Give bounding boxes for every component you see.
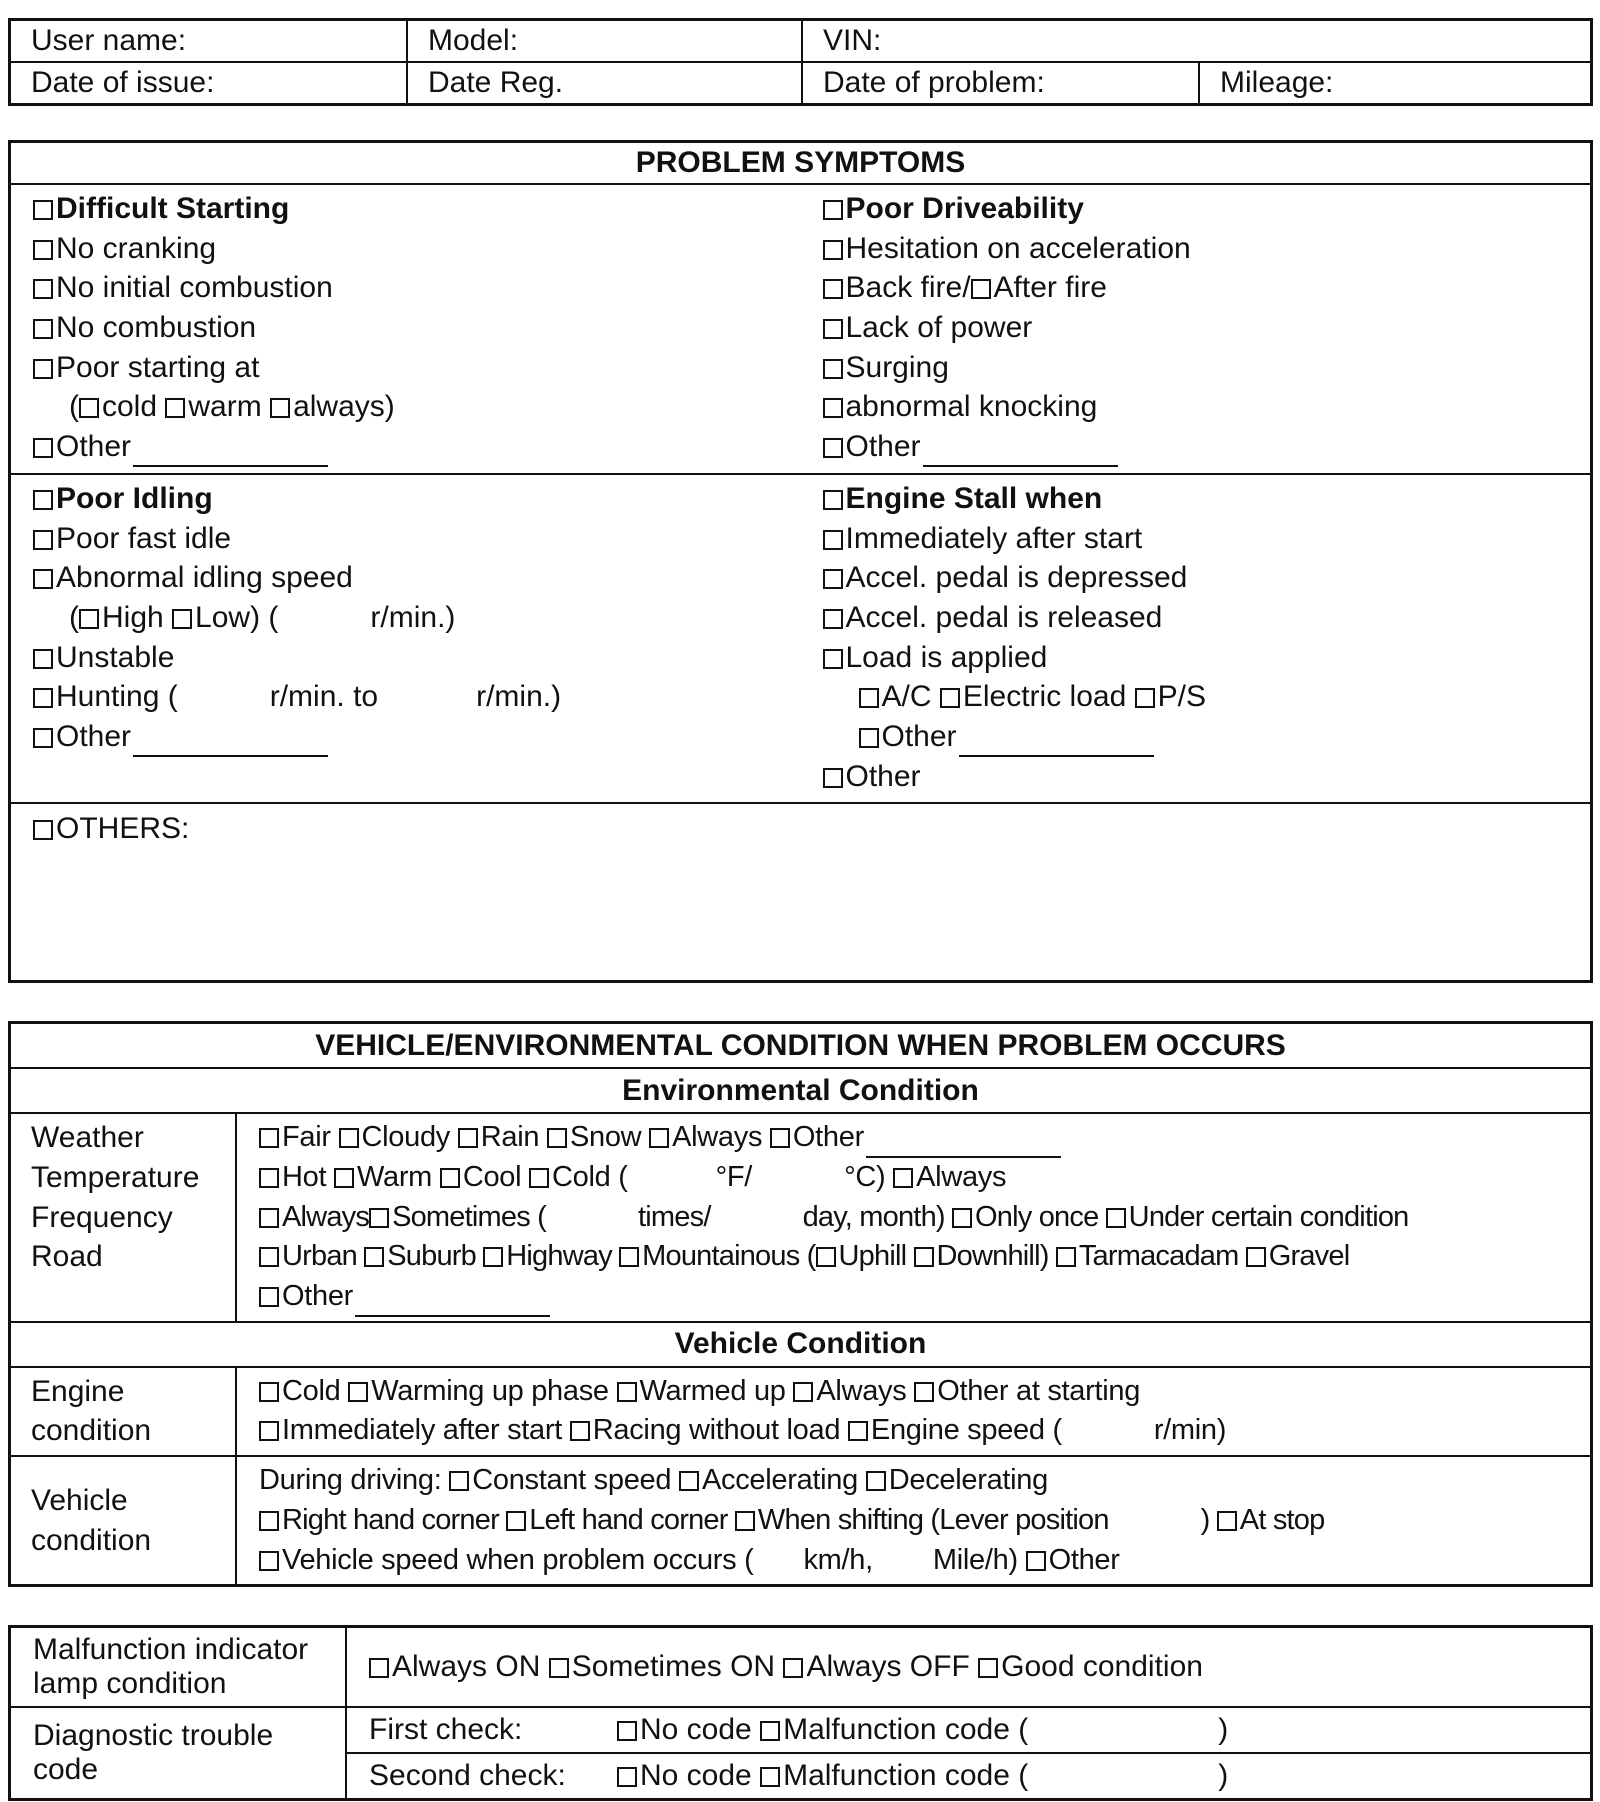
poor-idling-option[interactable] xyxy=(33,479,779,519)
road-other-option[interactable] xyxy=(259,1277,1568,1317)
road-label: Road xyxy=(31,1240,103,1274)
deg-f-label: °F/ xyxy=(715,1161,753,1193)
idling-speed-detail xyxy=(33,598,779,638)
date-reg-field[interactable] xyxy=(407,62,802,105)
driveability-other-option[interactable] xyxy=(823,427,1569,467)
uphill-label: Uphill xyxy=(838,1240,907,1273)
no-initial-combustion-option[interactable] xyxy=(33,268,779,308)
checkbox[interactable] xyxy=(823,279,843,299)
no-cranking-option[interactable] xyxy=(33,229,779,269)
poor-idling-label: Poor Idling xyxy=(56,481,213,515)
racing-label: Racing without load xyxy=(592,1414,841,1447)
at-stop-label: At stop xyxy=(1239,1503,1325,1536)
engine-stall-label: Engine Stall when xyxy=(845,481,1103,515)
checkbox[interactable] xyxy=(823,200,843,220)
other-label: Other xyxy=(845,430,921,464)
frequency-options xyxy=(259,1198,1568,1238)
cold-label: cold xyxy=(102,390,158,424)
vehicle-label-line: Vehicle xyxy=(31,1483,128,1517)
problem-symptoms-table xyxy=(8,140,1593,983)
vehicle-label-line: condition xyxy=(31,1523,152,1557)
mileh-label: Mile/h) xyxy=(932,1543,1018,1576)
other-label: Other xyxy=(1048,1543,1120,1576)
mil-label xyxy=(10,1627,347,1708)
road-options xyxy=(259,1237,1568,1277)
after-fire-checkbox[interactable] xyxy=(971,279,991,299)
checkbox[interactable] xyxy=(33,728,53,748)
checkbox[interactable] xyxy=(259,1382,279,1402)
checkbox[interactable] xyxy=(449,1471,469,1491)
model-label: Model: xyxy=(428,24,519,57)
poor-starting-option[interactable] xyxy=(33,348,779,388)
checkbox[interactable] xyxy=(339,1128,359,1148)
warmed-up-label: Warmed up xyxy=(639,1374,786,1407)
corner-options xyxy=(259,1501,1568,1541)
checkbox[interactable] xyxy=(866,1471,886,1491)
checkbox[interactable] xyxy=(33,240,53,260)
always-label: Always xyxy=(816,1374,907,1407)
no-initial-combustion-label: No initial combustion xyxy=(56,271,333,305)
poor-fast-idle-option[interactable] xyxy=(33,519,779,559)
fill-in-line[interactable] xyxy=(923,439,1118,467)
when-shifting-label: When shifting (Lever position xyxy=(757,1503,1109,1536)
always-on-label: Always ON xyxy=(392,1650,541,1684)
env-condition-heading: Environmental Condition xyxy=(10,1068,1592,1113)
problem-symptoms-title: PROBLEM SYMPTOMS xyxy=(10,142,1592,185)
starting-other-option[interactable] xyxy=(33,427,779,467)
checkbox[interactable] xyxy=(1106,1208,1126,1228)
checkbox[interactable] xyxy=(570,1421,590,1441)
dtc-label-line: code xyxy=(33,1753,99,1787)
warm-label: Warm xyxy=(357,1161,433,1193)
hot-label: Hot xyxy=(282,1161,327,1193)
others-field[interactable] xyxy=(10,803,1592,982)
checkbox[interactable] xyxy=(483,1247,503,1267)
checkbox[interactable] xyxy=(914,1247,934,1267)
electric-load-label: Electric load xyxy=(962,680,1127,714)
checkbox[interactable] xyxy=(823,609,843,629)
idling-other-option[interactable] xyxy=(33,717,779,757)
checkbox[interactable] xyxy=(529,1168,549,1188)
accel-depressed-option[interactable] xyxy=(823,558,1569,598)
ac-label: A/C xyxy=(881,680,932,714)
surging-option[interactable] xyxy=(823,348,1569,388)
engine-speed-label: Engine speed ( xyxy=(870,1414,1062,1447)
engine-condition-label xyxy=(10,1367,237,1456)
immediately-after-start-label: Immediately after start xyxy=(845,521,1143,555)
other-label: Other xyxy=(56,719,132,753)
other-label: Other xyxy=(792,1121,864,1154)
engine-label-line: condition xyxy=(31,1414,152,1448)
checkbox[interactable] xyxy=(369,1658,389,1678)
mileage-label: Mileage: xyxy=(1220,66,1334,99)
other-label: Other xyxy=(881,719,957,753)
cold-checkbox[interactable] xyxy=(79,398,99,418)
checkbox[interactable] xyxy=(859,728,879,748)
checkbox[interactable] xyxy=(783,1658,803,1678)
unstable-option[interactable] xyxy=(33,638,779,678)
vehicle-environment-table xyxy=(8,1021,1593,1587)
env-values xyxy=(236,1113,1592,1321)
temperature-options xyxy=(259,1158,1568,1198)
tarmacadam-label: Tarmacadam xyxy=(1078,1240,1239,1273)
downhill-label: Downhill) xyxy=(936,1240,1049,1273)
cold-label: Cold ( xyxy=(552,1161,628,1193)
paren: ) xyxy=(1218,1759,1229,1793)
checkbox[interactable] xyxy=(334,1168,354,1188)
paren: ( xyxy=(69,600,79,634)
dtc-label-line: Diagnostic trouble xyxy=(33,1719,274,1753)
checkbox[interactable] xyxy=(259,1551,279,1571)
deg-c-label: °C) xyxy=(844,1161,886,1193)
weather-options xyxy=(259,1118,1568,1158)
ps-label: P/S xyxy=(1157,680,1206,714)
checkbox[interactable] xyxy=(823,569,843,589)
abnormal-knocking-option[interactable] xyxy=(823,387,1569,427)
unstable-label: Unstable xyxy=(56,640,175,674)
day-month-label: day, month) xyxy=(802,1200,945,1233)
checkbox[interactable] xyxy=(679,1471,699,1491)
checkbox[interactable] xyxy=(1217,1511,1237,1531)
immediately-after-start-label: Immediately after start xyxy=(282,1414,562,1447)
checkbox[interactable] xyxy=(33,438,53,458)
only-once-label: Only once xyxy=(975,1200,1099,1233)
date-of-problem-field[interactable] xyxy=(802,62,1199,105)
driving-options xyxy=(259,1461,1568,1501)
good-condition-label: Good condition xyxy=(1001,1650,1203,1684)
checkbox[interactable] xyxy=(259,1511,279,1531)
checkbox[interactable] xyxy=(760,1767,780,1787)
checkbox[interactable] xyxy=(348,1382,368,1402)
checkbox[interactable] xyxy=(1246,1247,1266,1267)
paren: ) xyxy=(1218,1713,1229,1747)
env-title: VEHICLE/ENVIRONMENTAL CONDITION WHEN PROBLEM OCCURS xyxy=(10,1023,1592,1069)
checkbox[interactable] xyxy=(547,1128,567,1148)
checkbox[interactable] xyxy=(458,1128,478,1148)
checkbox[interactable] xyxy=(735,1511,755,1531)
immediately-after-start-option[interactable] xyxy=(823,519,1569,559)
poor-idling-group xyxy=(10,474,801,804)
checkbox[interactable] xyxy=(33,688,53,708)
checkbox[interactable] xyxy=(549,1658,569,1678)
checkbox[interactable] xyxy=(33,490,53,510)
difficult-starting-option[interactable] xyxy=(33,189,779,229)
checkbox[interactable] xyxy=(506,1511,526,1531)
hunting-label: Hunting ( xyxy=(56,680,178,714)
checkbox[interactable] xyxy=(440,1168,460,1188)
load-other-option[interactable] xyxy=(823,717,1569,757)
second-check-label: Second check: xyxy=(369,1759,566,1793)
diagnostic-table xyxy=(8,1625,1593,1801)
fill-in-line[interactable] xyxy=(133,439,328,467)
paren: ( xyxy=(268,600,279,634)
others-label: OTHERS: xyxy=(56,812,190,846)
no-cranking-label: No cranking xyxy=(56,231,217,265)
engine-label-line: Engine xyxy=(31,1374,125,1408)
mil-label-line: lamp condition xyxy=(33,1667,227,1701)
high-label: High xyxy=(102,600,164,634)
model-field[interactable] xyxy=(407,20,802,63)
date-of-problem-label: Date of problem: xyxy=(823,66,1045,99)
warm-checkbox[interactable] xyxy=(165,398,185,418)
constant-speed-label: Constant speed xyxy=(472,1464,672,1497)
checkbox[interactable] xyxy=(914,1382,934,1402)
checkbox[interactable] xyxy=(823,530,843,550)
decelerating-label: Decelerating xyxy=(888,1464,1048,1497)
user-name-label: User name: xyxy=(31,24,187,57)
poor-starting-conditions xyxy=(33,387,779,427)
always-label: always xyxy=(293,390,385,424)
no-combustion-label: No combustion xyxy=(56,311,257,345)
high-checkbox[interactable] xyxy=(79,609,99,629)
always-checkbox[interactable] xyxy=(270,398,290,418)
fill-in-line[interactable] xyxy=(355,1289,550,1317)
checkbox[interactable] xyxy=(259,1168,279,1188)
checkbox[interactable] xyxy=(823,359,843,379)
checkbox[interactable] xyxy=(823,398,843,418)
checkbox[interactable] xyxy=(893,1168,913,1188)
checkbox[interactable] xyxy=(816,1247,836,1267)
ps-checkbox[interactable] xyxy=(1135,688,1155,708)
abnormal-knocking-label: abnormal knocking xyxy=(845,390,1098,424)
first-check-row xyxy=(346,1707,1592,1753)
checkbox[interactable] xyxy=(649,1128,669,1148)
vin-field[interactable] xyxy=(802,20,1592,63)
back-fire-option[interactable] xyxy=(823,268,1569,308)
checkbox[interactable] xyxy=(33,820,53,840)
checkbox[interactable] xyxy=(617,1721,637,1741)
lack-of-power-option[interactable] xyxy=(823,308,1569,348)
checkbox[interactable] xyxy=(33,279,53,299)
vehicle-condition-label xyxy=(10,1456,237,1586)
poor-driveability-group xyxy=(801,184,1592,474)
engine-stall-group xyxy=(801,474,1592,804)
cool-label: Cool xyxy=(462,1161,522,1193)
checkbox[interactable] xyxy=(259,1247,279,1267)
checkbox[interactable] xyxy=(259,1287,279,1307)
fair-label: Fair xyxy=(282,1121,331,1154)
checkbox[interactable] xyxy=(823,649,843,669)
checkbox[interactable] xyxy=(823,768,843,788)
snow-label: Snow xyxy=(569,1121,642,1154)
rain-label: Rain xyxy=(480,1121,540,1154)
user-name-field[interactable] xyxy=(10,20,408,63)
checkbox[interactable] xyxy=(33,319,53,339)
low-label: Low) xyxy=(195,600,261,634)
right-hand-corner-label: Right hand corner xyxy=(282,1503,499,1536)
weather-label: Weather xyxy=(31,1121,144,1155)
during-driving-label: During driving: xyxy=(259,1464,442,1497)
paren: ) xyxy=(384,390,395,424)
warming-up-label: Warming up phase xyxy=(371,1374,609,1407)
sometimes-on-label: Sometimes ON xyxy=(571,1650,776,1684)
vin-label: VIN: xyxy=(823,24,882,57)
fill-in-line[interactable] xyxy=(133,729,328,757)
malfunction-code-label: Malfunction code ( xyxy=(783,1759,1029,1793)
surging-label: Surging xyxy=(845,350,949,384)
vehicle-condition-heading: Vehicle Condition xyxy=(10,1322,1592,1367)
date-of-issue-label: Date of issue: xyxy=(31,66,215,99)
checkbox[interactable] xyxy=(823,319,843,339)
malfunction-code-label: Malfunction code ( xyxy=(783,1713,1029,1747)
checkbox[interactable] xyxy=(617,1767,637,1787)
fill-in-line[interactable] xyxy=(866,1130,1061,1158)
after-fire-label: After fire xyxy=(993,271,1107,305)
paren: ( xyxy=(69,390,79,424)
sometimes-label: Sometimes ( xyxy=(392,1200,547,1233)
urban-label: Urban xyxy=(282,1240,357,1273)
date-reg-label: Date Reg. xyxy=(428,66,564,99)
checkbox[interactable] xyxy=(33,530,53,550)
always-label: Always xyxy=(672,1121,763,1154)
checkbox[interactable] xyxy=(793,1382,813,1402)
checkbox[interactable] xyxy=(369,1208,389,1228)
low-checkbox[interactable] xyxy=(172,609,192,629)
diagnosis-sheet xyxy=(8,18,1593,1801)
checkbox[interactable] xyxy=(33,359,53,379)
mountainous-label: Mountainous ( xyxy=(642,1240,816,1273)
checkbox[interactable] xyxy=(823,438,843,458)
poor-fast-idle-label: Poor fast idle xyxy=(56,521,232,555)
gravel-label: Gravel xyxy=(1268,1240,1350,1273)
checkbox[interactable] xyxy=(823,490,843,510)
env-labels xyxy=(10,1113,237,1321)
accel-released-option[interactable] xyxy=(823,598,1569,638)
checkbox[interactable] xyxy=(952,1208,972,1228)
rpm-to-label: r/min. to xyxy=(269,680,379,714)
vehicle-speed-label: Vehicle speed when problem occurs ( xyxy=(282,1543,754,1576)
mileage-field[interactable] xyxy=(1199,62,1592,105)
under-certain-label: Under certain condition xyxy=(1128,1200,1409,1233)
checkbox[interactable] xyxy=(848,1421,868,1441)
fill-in-line[interactable] xyxy=(959,729,1154,757)
other-label: Other xyxy=(282,1280,354,1313)
always-label: Always xyxy=(282,1200,370,1233)
accelerating-label: Accelerating xyxy=(701,1464,858,1497)
accel-depressed-label: Accel. pedal is depressed xyxy=(845,561,1188,595)
times-label: times/ xyxy=(638,1200,711,1233)
checkbox[interactable] xyxy=(978,1658,998,1678)
checkbox[interactable] xyxy=(364,1247,384,1267)
speed-options xyxy=(259,1541,1568,1581)
load-applied-label: Load is applied xyxy=(845,640,1048,674)
always-off-label: Always OFF xyxy=(806,1650,970,1684)
checkbox[interactable] xyxy=(1056,1247,1076,1267)
checkbox[interactable] xyxy=(33,200,53,220)
highway-label: Highway xyxy=(506,1240,612,1273)
mil-label-line: Malfunction indicator xyxy=(33,1633,309,1667)
poor-driveability-option[interactable] xyxy=(823,189,1569,229)
checkbox[interactable] xyxy=(33,569,53,589)
stall-other-option[interactable] xyxy=(823,757,1569,797)
engine-options-1 xyxy=(259,1372,1568,1412)
dtc-label xyxy=(10,1707,347,1800)
customer-info-table xyxy=(8,18,1593,106)
checkbox[interactable] xyxy=(1026,1551,1046,1571)
date-of-issue-field[interactable] xyxy=(10,62,408,105)
rpm-unit: r/min.) xyxy=(476,680,562,714)
mil-options xyxy=(346,1627,1592,1708)
warm-label: warm xyxy=(188,390,262,424)
checkbox[interactable] xyxy=(823,240,843,260)
abnormal-idling-speed-option[interactable] xyxy=(33,558,779,598)
checkbox[interactable] xyxy=(770,1128,790,1148)
electric-load-checkbox[interactable] xyxy=(940,688,960,708)
no-code-label: No code xyxy=(640,1759,752,1793)
abnormal-idling-speed-label: Abnormal idling speed xyxy=(56,561,353,595)
engine-condition-values xyxy=(236,1367,1592,1456)
first-check-label: First check: xyxy=(369,1713,523,1747)
checkbox[interactable] xyxy=(619,1247,639,1267)
hunting-option[interactable] xyxy=(33,677,779,717)
cold-label: Cold xyxy=(282,1374,341,1407)
back-fire-label: Back fire/ xyxy=(845,271,971,305)
poor-driveability-label: Poor Driveability xyxy=(845,192,1084,225)
kmh-label: km/h, xyxy=(803,1543,873,1576)
hesitation-option[interactable] xyxy=(823,229,1569,269)
ac-checkbox[interactable] xyxy=(859,688,879,708)
vehicle-condition-values xyxy=(236,1456,1592,1586)
no-code-label: No code xyxy=(640,1713,752,1747)
engine-options-2 xyxy=(259,1411,1568,1451)
load-types xyxy=(823,677,1569,717)
cloudy-label: Cloudy xyxy=(361,1121,450,1154)
engine-stall-option[interactable] xyxy=(823,479,1569,519)
left-hand-corner-label: Left hand corner xyxy=(529,1503,728,1536)
checkbox[interactable] xyxy=(760,1721,780,1741)
poor-starting-label: Poor starting at xyxy=(56,350,260,384)
difficult-starting-label: Difficult Starting xyxy=(56,192,290,225)
checkbox[interactable] xyxy=(259,1208,279,1228)
checkbox[interactable] xyxy=(617,1382,637,1402)
hesitation-label: Hesitation on acceleration xyxy=(845,231,1191,265)
frequency-label: Frequency xyxy=(31,1200,173,1234)
load-applied-option[interactable] xyxy=(823,638,1569,678)
second-check-row xyxy=(346,1753,1592,1800)
other-at-starting-label: Other at starting xyxy=(937,1374,1141,1407)
checkbox[interactable] xyxy=(33,649,53,669)
checkbox[interactable] xyxy=(259,1421,279,1441)
paren: ) xyxy=(1200,1503,1210,1536)
temperature-label: Temperature xyxy=(31,1161,200,1194)
checkbox[interactable] xyxy=(259,1128,279,1148)
no-combustion-option[interactable] xyxy=(33,308,779,348)
lack-of-power-label: Lack of power xyxy=(845,311,1033,345)
other-label: Other xyxy=(56,430,132,464)
rpm-unit: r/min.) xyxy=(370,600,456,634)
always-label: Always xyxy=(916,1161,1007,1193)
difficult-starting-group xyxy=(10,184,801,474)
accel-released-label: Accel. pedal is released xyxy=(845,600,1163,634)
rpm-unit: r/min) xyxy=(1153,1414,1227,1447)
other-label: Other xyxy=(845,759,921,793)
suburb-label: Suburb xyxy=(387,1240,476,1273)
